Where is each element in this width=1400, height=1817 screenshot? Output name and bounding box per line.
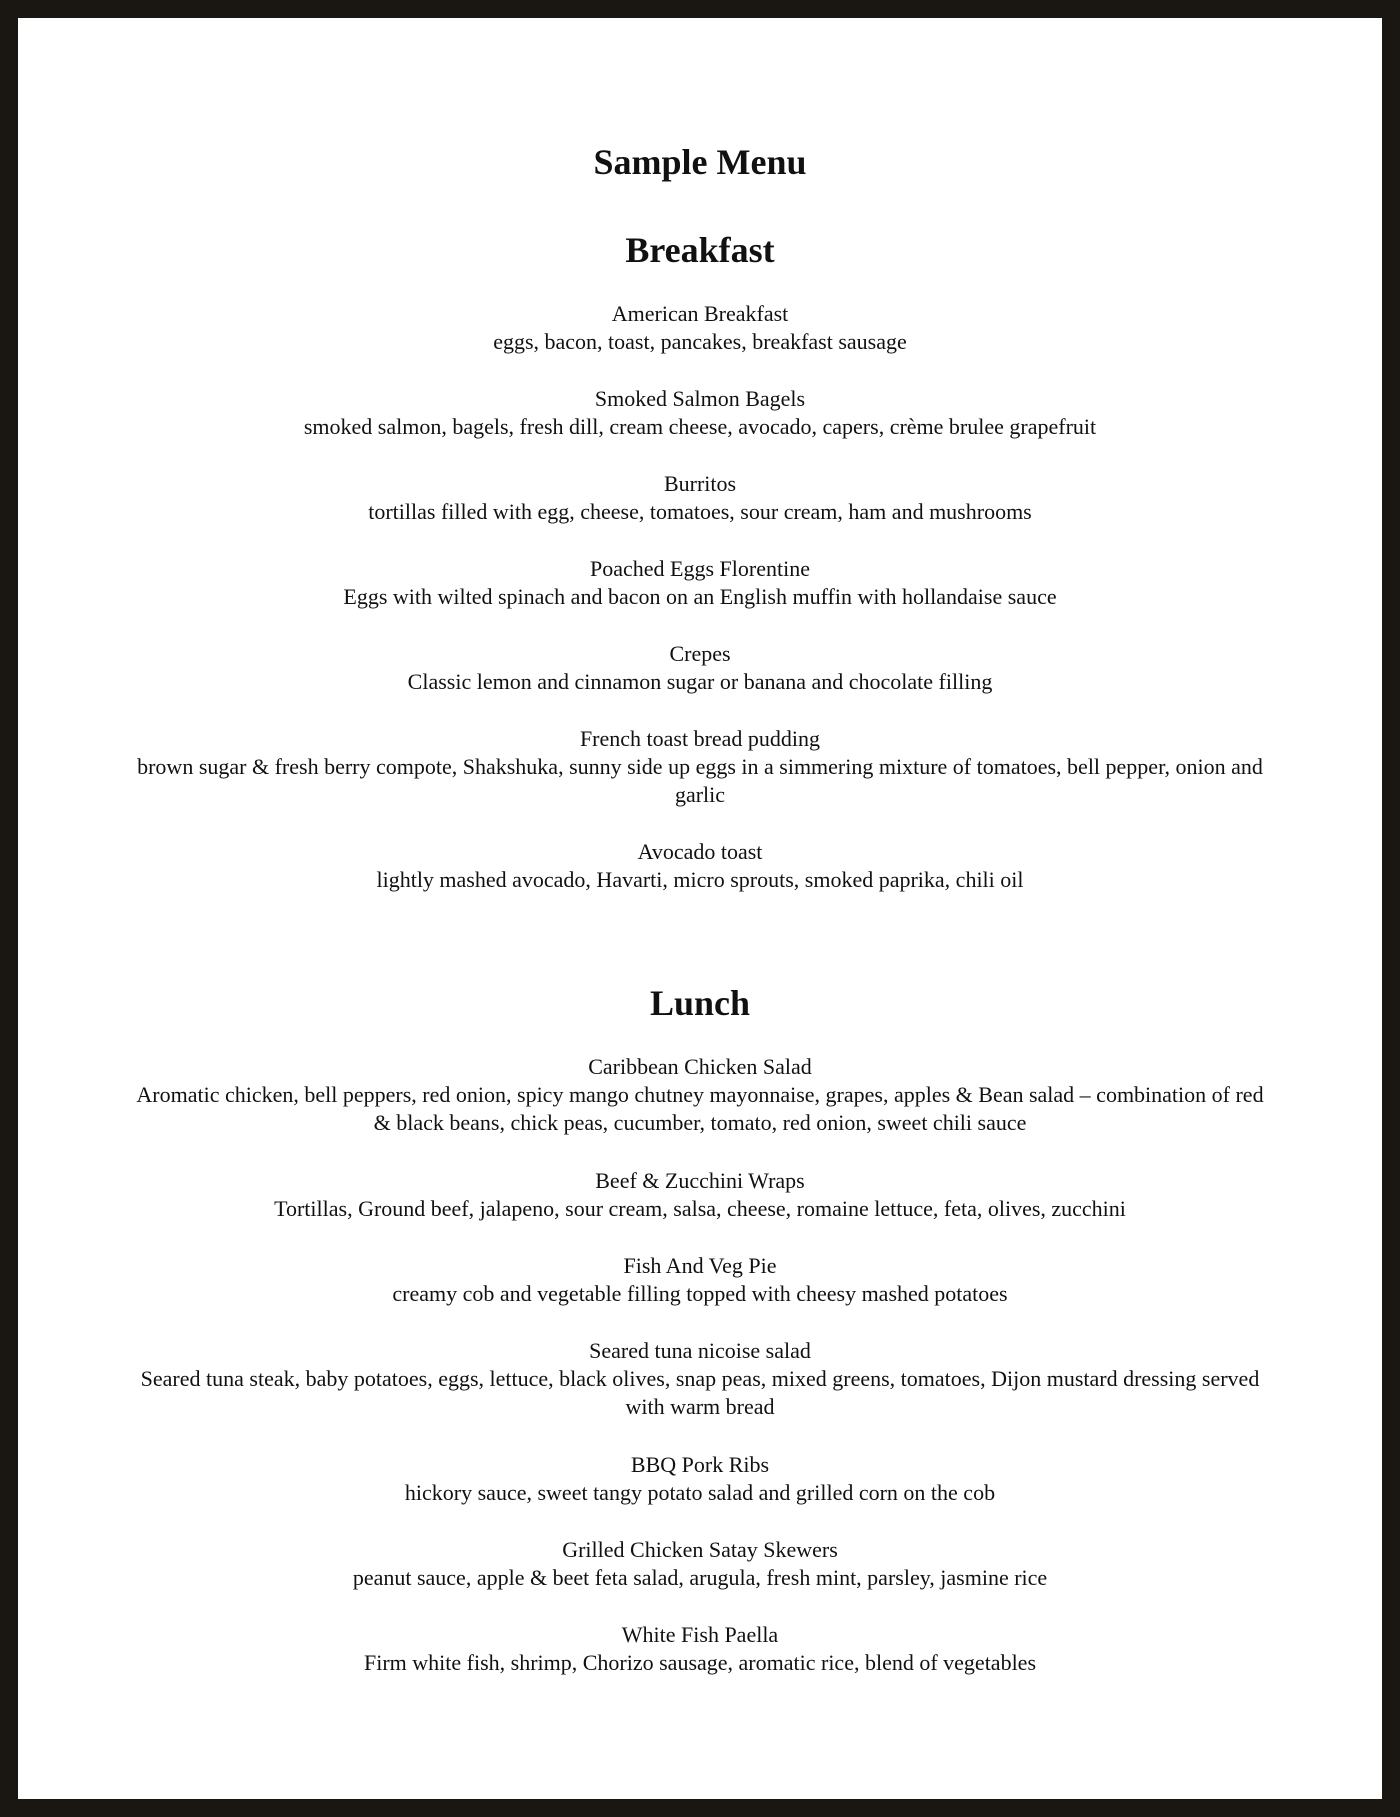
menu-item bbox=[128, 555, 1272, 611]
menu-item bbox=[128, 1252, 1272, 1308]
menu-item-name: Poached Eggs Florentine bbox=[590, 556, 810, 581]
menu-item bbox=[128, 1451, 1272, 1507]
menu-item bbox=[128, 1536, 1272, 1592]
menu-item-name: White Fish Paella bbox=[621, 1622, 779, 1647]
menu-item bbox=[128, 1337, 1272, 1421]
menu-item-description: creamy cob and vegetable filling topped with cheesy mashed potatoes bbox=[392, 1281, 1008, 1306]
menu-item-description: Seared tuna steak, baby potatoes, eggs, lettuce, black olives, snap peas, mixed greens, tomatoes, Dijon mustard dressing served with warm bread bbox=[140, 1366, 1260, 1419]
menu-item-description: Firm white fish, shrimp, Chorizo sausage, aromatic rice, blend of vegetables bbox=[363, 1650, 1037, 1675]
menu-item bbox=[128, 640, 1272, 696]
section-title-breakfast: Breakfast bbox=[625, 230, 775, 270]
menu-item-description: brown sugar & fresh berry compote, Shakshuka, sunny side up eggs in a simmering mixture of tomatoes, bell pepper, onion and garlic bbox=[137, 754, 1263, 807]
menu-item bbox=[128, 1167, 1272, 1223]
menu-item-description: lightly mashed avocado, Havarti, micro sprouts, smoked paprika, chili oil bbox=[376, 867, 1024, 892]
menu-item-name: Crepes bbox=[669, 641, 731, 666]
page-title: Sample Menu bbox=[593, 142, 807, 182]
menu-item bbox=[128, 470, 1272, 526]
menu-item-name: Avocado toast bbox=[637, 839, 763, 864]
menu-item bbox=[128, 1621, 1272, 1677]
menu-item-name: Grilled Chicken Satay Skewers bbox=[562, 1537, 838, 1562]
menu-item bbox=[128, 385, 1272, 441]
menu-item-name: American Breakfast bbox=[611, 301, 789, 326]
menu-item-name: Burritos bbox=[663, 471, 737, 496]
menu-item-name: BBQ Pork Ribs bbox=[630, 1452, 770, 1477]
menu-page bbox=[18, 18, 1382, 1799]
menu-item bbox=[128, 300, 1272, 356]
menu-item-name: Fish And Veg Pie bbox=[623, 1253, 777, 1278]
menu-item-description: peanut sauce, apple & beet feta salad, arugula, fresh mint, parsley, jasmine rice bbox=[352, 1565, 1048, 1590]
section-title-lunch: Lunch bbox=[649, 983, 751, 1023]
menu-item-description: eggs, bacon, toast, pancakes, breakfast sausage bbox=[493, 329, 907, 354]
menu-item-name: French toast bread pudding bbox=[579, 726, 821, 751]
menu-item-description: Eggs with wilted spinach and bacon on an English muffin with hollandaise sauce bbox=[343, 584, 1057, 609]
menu-item-name: Beef & Zucchini Wraps bbox=[595, 1168, 805, 1193]
menu-item-description: Tortillas, Ground beef, jalapeno, sour cream, salsa, cheese, romaine lettuce, feta, olives, zucchini bbox=[274, 1196, 1126, 1221]
menu-item bbox=[128, 725, 1272, 809]
menu-item-description: Classic lemon and cinnamon sugar or banana and chocolate filling bbox=[407, 669, 993, 694]
menu-item-name: Smoked Salmon Bagels bbox=[594, 386, 806, 411]
menu-item bbox=[128, 1053, 1272, 1137]
menu-item-name: Caribbean Chicken Salad bbox=[588, 1054, 812, 1079]
menu-item-description: Aromatic chicken, bell peppers, red onion, spicy mango chutney mayonnaise, grapes, apples & Bean salad – combination of red & black beans, chick peas, cucumber, tomato, red onion, sweet chili sauce bbox=[136, 1082, 1264, 1135]
menu-item-name: Seared tuna nicoise salad bbox=[589, 1338, 811, 1363]
menu-item-description: tortillas filled with egg, cheese, tomatoes, sour cream, ham and mushrooms bbox=[368, 499, 1032, 524]
menu-item-description: smoked salmon, bagels, fresh dill, cream cheese, avocado, capers, crème brulee grapefruit bbox=[303, 414, 1097, 439]
menu-item bbox=[128, 838, 1272, 894]
menu-item-description: hickory sauce, sweet tangy potato salad and grilled corn on the cob bbox=[404, 1480, 996, 1505]
